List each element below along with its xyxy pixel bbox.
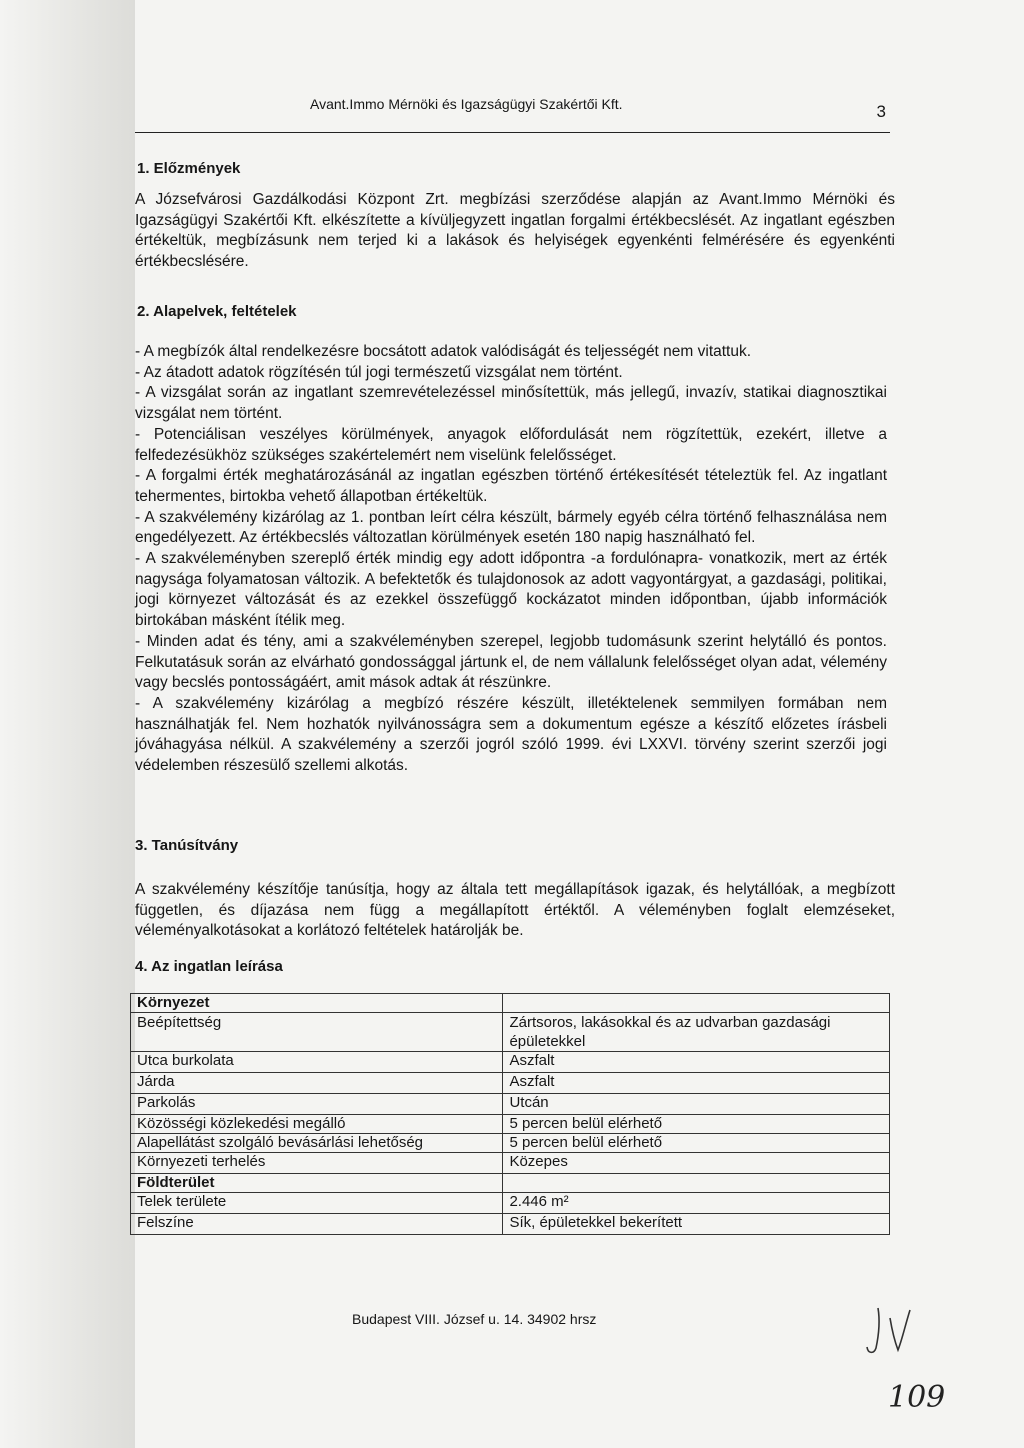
section-text-tanusitvany: A szakvélemény készítője tanúsítja, hogy az általa tett megállapítások igazak, és helytállóak, a megbízott független, és díjazása nem függ a megállapított értéktől. A véleményben foglalt elemzéseket, véleményalkotásokat a korlátozó feltételek határolják be. — [135, 881, 895, 939]
property-address-footer: Budapest VIII. József u. 14. 34902 hrsz — [352, 1311, 597, 1327]
list-item: - A megbízók által rendelkezésre bocsátott adatok valódiságát és teljességét nem vitattuk. — [135, 343, 752, 360]
list-item: - A szakvéleményben szereplő érték mindig egy adott időpontra -a fordulónapra- vonatkozik, mert az érték nagysága folyamatosan változik. A befektetők és tulajdonosok az adott vagyontárgyat, a gazdasági, politikai, jogi környezet változását és az ezekkel összefüggő kockázatot minden időpontban, újabb információk birtokában másként ítélik meg. — [135, 550, 887, 630]
table-cell-value: 2.446 m² — [503, 1193, 890, 1214]
list-item: - A szakvélemény kizárólag az 1. pontban leírt célra készült, bármely egyéb célra történő felhasználása nem engedélyezett. Az értékbecslés változatlan körülmények esetén 180 napig használható fel. — [135, 508, 887, 547]
table-cell-label: Beépítettség — [131, 1013, 503, 1052]
table-row — [131, 1214, 890, 1235]
table-section-heading: Környezet — [131, 994, 503, 1013]
section-heading-elozmenyek: 1. Előzmények — [137, 160, 241, 177]
list-item: - A szakvélemény kizárólag a megbízó részére készült, illetéktelenek semmilyen formában nem használhatják fel. Nem hozhatók nyilvánosságra sem a dokumentum egésze a készítő előzetes írásbeli jóváhagyása nélkül. A szakvélemény a szerzői jogról szóló 1999. évi LXXVI. törvény szerint szerzői jogi védelemben részesülő szellemi alkotás. — [135, 694, 887, 775]
table-cell-value: 5 percen belül elérhető — [503, 1115, 890, 1134]
table-cell-value: Aszfalt — [503, 1073, 890, 1094]
table-cell-value: 5 percen belül elérhető — [503, 1134, 890, 1153]
table-row — [131, 1013, 890, 1052]
table-cell-label: Közösségi közlekedési megálló — [131, 1115, 503, 1134]
conditions-list — [135, 342, 887, 777]
handwritten-page-reference: 109 — [888, 1380, 946, 1415]
property-description-table — [130, 993, 890, 1235]
table-row — [131, 1115, 890, 1134]
page-header — [135, 92, 890, 133]
table-section-heading: Földterület — [131, 1174, 503, 1193]
table-cell-label: Alapellátást szolgáló bevásárlási lehetőség — [131, 1134, 503, 1153]
table-row — [131, 1134, 890, 1153]
table-row — [131, 1052, 890, 1073]
table-cell-value: Közepes — [503, 1153, 890, 1174]
table-cell-label: Telek területe — [131, 1193, 503, 1214]
table-cell-label: Parkolás — [131, 1094, 503, 1115]
list-item: - Minden adat és tény, ami a szakvéleményben szerepel, legjobb tudomásunk szerint helytálló és pontos. Felkutatásuk során az elvárható gondossággal jártunk el, de nem vállalunk felelősséget olyan adat, vélemény vagy becslés pontosságáért, amit mások adtak át részünkre. — [135, 632, 887, 692]
table-cell-label: Felszíne — [131, 1214, 503, 1235]
company-name: Avant.Immo Mérnöki és Igazságügyi Szakértői Kft. — [310, 96, 623, 112]
table-row — [131, 1094, 890, 1115]
table-cell-empty — [503, 1174, 890, 1193]
section-heading-ingatlan-leirasa: 4. Az ingatlan leírása — [135, 958, 283, 975]
handwritten-signature — [850, 1300, 930, 1360]
section-heading-tanusitvany: 3. Tanúsítvány — [135, 837, 239, 854]
table-cell-empty — [503, 994, 890, 1013]
table-row — [131, 1174, 890, 1193]
table-cell-value: Aszfalt — [503, 1052, 890, 1073]
list-item: - Az átadott adatok rögzítésén túl jogi természetű vizsgálat nem történt. — [135, 363, 623, 381]
table-row — [131, 1193, 890, 1214]
table-cell-value: Utcán — [503, 1094, 890, 1115]
table-cell-label: Járda — [131, 1073, 503, 1094]
table-row — [131, 994, 890, 1013]
section-heading-alapelvek: 2. Alapelvek, feltételek — [137, 303, 297, 320]
list-item: - A vizsgálat során az ingatlant szemrevételezéssel minősítettük, más jellegű, invazív, statikai diagnosztikai vizsgálat nem történt. — [135, 384, 887, 423]
table-row — [131, 1153, 890, 1174]
table-cell-value: Zártsoros, lakásokkal és az udvarban gazdasági épületekkel — [503, 1013, 890, 1052]
list-item: - A forgalmi érték meghatározásánál az ingatlan egészben történő értékesítését tételeztük fel. Az ingatlant tehermentes, birtokba vehető állapotban értékeltük. — [135, 467, 887, 505]
section-text-elozmenyek: A Józsefvárosi Gazdálkodási Központ Zrt. megbízási szerződése alapján az Avant.Immo Mérnöki és Igazságügyi Szakértői Kft. elkészítette a kívüljegyzett ingatlan forgalmi értékbecslését. Az ingatlant egészben értékeltük, megbízásunk nem terjed ki a lakások és helyiségek egyenkénti felmérésére és egyenkénti értékbecslésére. — [135, 191, 895, 270]
list-item: - Potenciálisan veszélyes körülmények, anyagok előfordulását nem rögzítettük, ezekért, illetve a felfedezésükhöz szükséges szakértelemért nem viselünk felelősséget. — [135, 425, 887, 464]
scan-shadow-edge — [0, 0, 135, 1448]
page-number: 3 — [876, 102, 886, 121]
table-cell-value: Sík, épületekkel bekerített — [503, 1214, 890, 1235]
table-row — [131, 1073, 890, 1094]
table-cell-label: Környezeti terhelés — [131, 1153, 503, 1174]
table-cell-label: Utca burkolata — [131, 1052, 503, 1073]
